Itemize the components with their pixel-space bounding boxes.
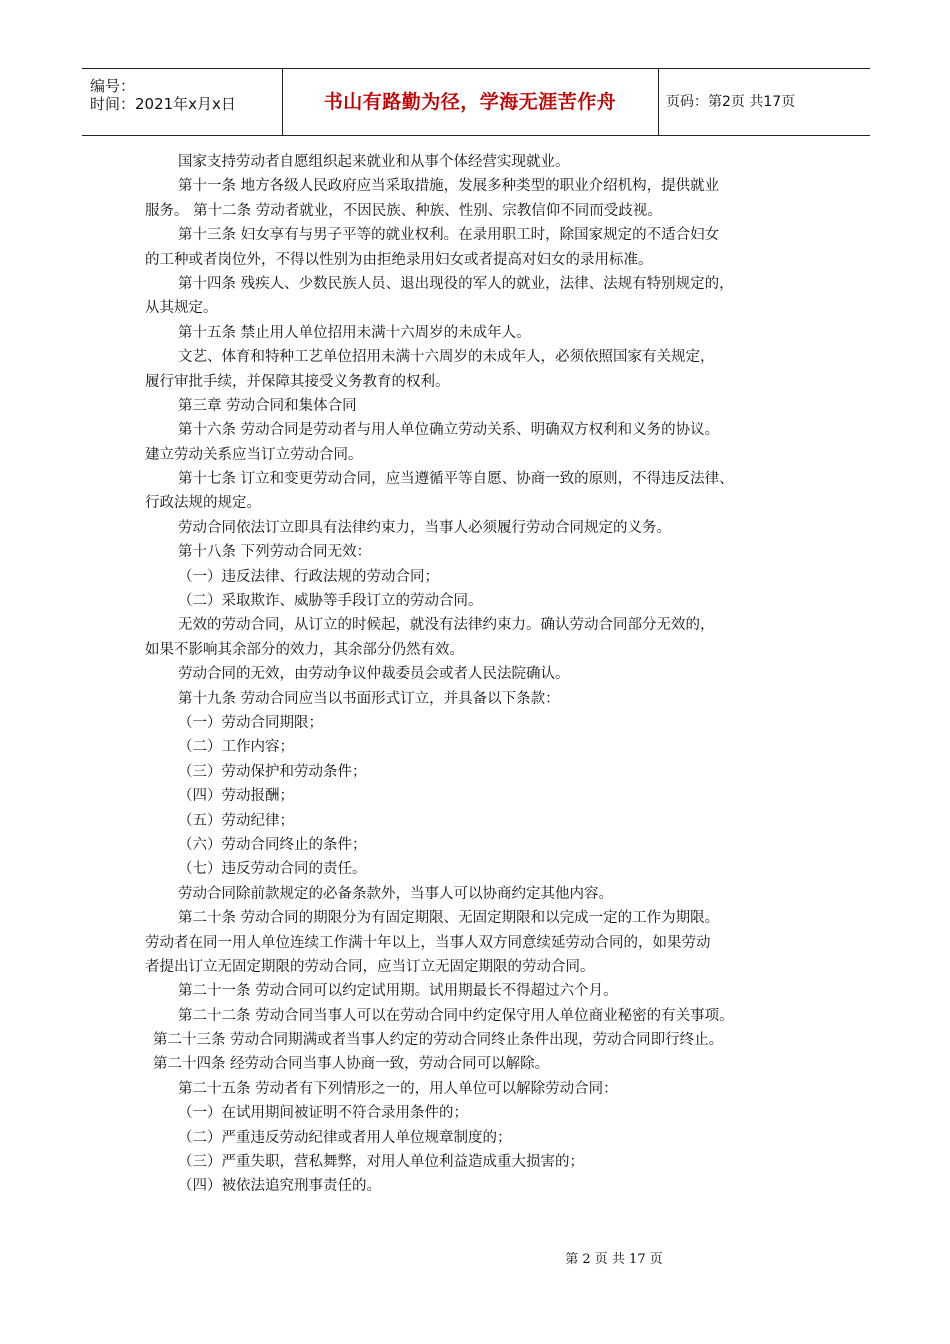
text-line: 第十七条 订立和变更劳动合同，应当遵循平等自愿、协商一致的原则，不得违反法律、 xyxy=(178,471,734,488)
text-line: 第三章 劳动合同和集体合同 xyxy=(178,397,357,414)
header-page-number: 页码：第2页 共17页 xyxy=(666,94,796,110)
text-line: （五）劳动纪律； xyxy=(178,812,294,829)
text-line: （一）劳动合同期限； xyxy=(178,714,323,731)
text-line: 第二十二条 劳动合同当事人可以在劳动合同中约定保守用人单位商业秘密的有关事项。 xyxy=(178,1007,734,1024)
text-line: 劳动者在同一用人单位连续工作满十年以上，当事人双方同意续延劳动合同的，如果劳动 xyxy=(145,934,711,951)
text-line: 第二十五条 劳动者有下列情形之一的，用人单位可以解除劳动合同： xyxy=(178,1080,618,1097)
text-line: 第二十一条 劳动合同可以约定试用期。试用期最长不得超过六个月。 xyxy=(178,983,618,1000)
text-line: （二）工作内容； xyxy=(178,739,294,756)
footer-page-number: 第 2 页 共 17 页 xyxy=(565,1252,663,1267)
text-line: 第十一条 地方各级人民政府应当采取措施，发展多种类型的职业介绍机构，提供就业 xyxy=(178,178,720,195)
text-line: （三）严重失职，营私舞弊，对用人单位利益造成重大损害的； xyxy=(178,1154,584,1171)
text-line: 如果不影响其余部分的效力，其余部分仍然有效。 xyxy=(145,641,464,658)
text-line: 文艺、体育和特种工艺单位招用未满十六周岁的未成年人，必须依照国家有关规定， xyxy=(178,349,715,366)
text-line: 者提出订立无固定期限的劳动合同，应当订立无固定期限的劳动合同。 xyxy=(145,958,595,975)
text-line: 第十九条 劳动合同应当以书面形式订立，并具备以下条款： xyxy=(178,690,560,707)
text-line: 国家支持劳动者自愿组织起来就业和从事个体经营实现就业。 xyxy=(178,154,570,170)
text-line: 服务。 第十二条 劳动者就业，不因民族、种族、性别、宗教信仰不同而受歧视。 xyxy=(145,202,662,219)
text-line: 第十五条 禁止用人单位招用未满十六周岁的未成年人。 xyxy=(178,324,531,341)
document-body xyxy=(145,150,825,1199)
text-line: 的工种或者岗位外，不得以性别为由拒绝录用妇女或者提高对妇女的录用标准。 xyxy=(145,251,653,268)
text-line: 第二十条 劳动合同的期限分为有固定期限、无固定期限和以完成一定的工作为期限。 xyxy=(178,910,720,927)
text-line: 从其规定。 xyxy=(145,300,218,317)
header-motto: 书山有路勤为径，学海无涯苦作舟 xyxy=(282,69,659,135)
page-footer xyxy=(0,1248,950,1267)
text-line: 第二十三条 劳动合同期满或者当事人约定的劳动合同终止条件出现，劳动合同即行终止。 xyxy=(153,1032,724,1049)
text-line: （三）劳动保护和劳动条件； xyxy=(178,763,367,780)
text-line: （二）严重违反劳动纪律或者用人单位规章制度的； xyxy=(178,1129,512,1146)
text-line: 劳动合同的无效，由劳动争议仲裁委员会或者人民法院确认。 xyxy=(178,666,570,683)
text-line: 第十三条 妇女享有与男子平等的就业权利。在录用职工时，除国家规定的不适合妇女 xyxy=(178,227,720,244)
text-line: （七）违反劳动合同的责任。 xyxy=(178,861,367,878)
text-line: 劳动合同除前款规定的必备条款外，当事人可以协商约定其他内容。 xyxy=(178,885,613,902)
text-line: 第十四条 残疾人、少数民族人员、退出现役的军人的就业，法律、法规有特别规定的， xyxy=(178,275,734,292)
text-line: （二）采取欺诈、威胁等手段订立的劳动合同。 xyxy=(178,593,483,610)
document-date-label: 时间：2021年x月x日 xyxy=(90,95,236,113)
header-meta xyxy=(82,69,283,135)
text-line: 第十六条 劳动合同是劳动者与用人单位确立劳动关系、明确双方权利和义务的协议。 xyxy=(178,422,720,439)
text-line: （六）劳动合同终止的条件； xyxy=(178,836,367,853)
text-line: 第十八条 下列劳动合同无效： xyxy=(178,544,372,561)
page-header xyxy=(82,68,870,136)
text-line: （一）在试用期间被证明不符合录用条件的； xyxy=(178,1105,468,1122)
text-line: （一）违反法律、行政法规的劳动合同； xyxy=(178,568,439,585)
text-line: 劳动合同依法订立即具有法律约束力，当事人必须履行劳动合同规定的义务。 xyxy=(178,519,671,536)
text-line: 第二十四条 经劳动合同当事人协商一致，劳动合同可以解除。 xyxy=(153,1056,550,1073)
text-line: （四）被依法追究刑事责任的。 xyxy=(178,1178,381,1195)
text-line: 建立劳动关系应当订立劳动合同。 xyxy=(145,446,363,463)
text-line: 行政法规的规定。 xyxy=(145,495,261,512)
text-line: （四）劳动报酬； xyxy=(178,788,294,805)
text-line: 履行审批手续，并保障其接受义务教育的权利。 xyxy=(145,373,450,390)
document-number-label: 编号： xyxy=(90,77,136,95)
text-line: 无效的劳动合同，从订立的时候起，就没有法律约束力。确认劳动合同部分无效的， xyxy=(178,617,715,634)
